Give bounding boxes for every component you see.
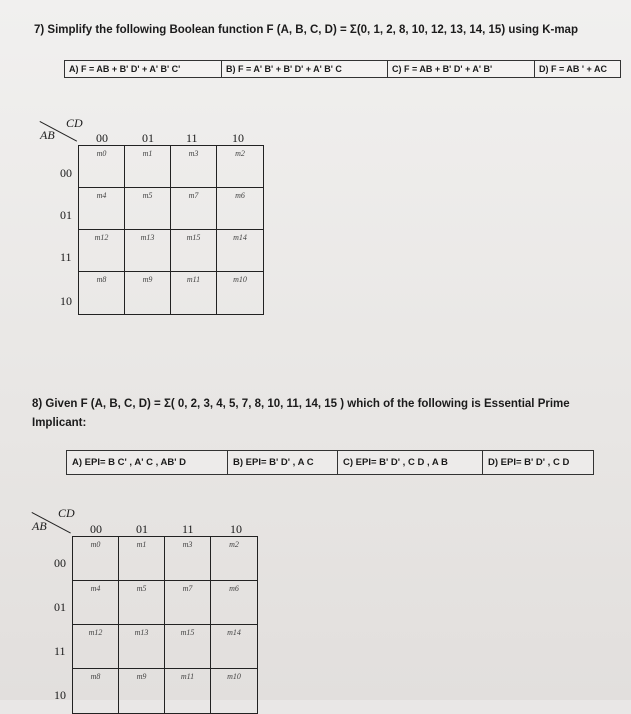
kmap-row-label: 01 [54,600,66,614]
kmap-cell[interactable] [171,146,217,188]
minterm-label: m3 [182,540,193,549]
question-8-title: 8) Given F (A, B, C, D) = Σ( 0, 2, 3, 4, 5, 7, 8, 10, 11, 14, 15 ) which of the following is Essential Prime [32,398,570,410]
kmap-cell[interactable] [165,537,211,581]
kmap-grid [72,536,258,714]
kmap-cell[interactable] [73,669,119,713]
kmap-col-label: 01 [142,131,154,145]
minterm-label: m15 [180,628,195,637]
kmap-row-label: 01 [60,208,72,222]
kmap-cell[interactable] [79,230,125,272]
minterm-label: m0 [96,149,107,158]
question-7-title: 7) Simplify the following Boolean function F (A, B, C, D) = Σ(0, 1, 2, 8, 10, 12, 13, 14, 15) using K-map [34,24,578,36]
kmap-cell[interactable] [211,537,257,581]
q7-option-a[interactable]: A) F = AB + B' D' + A' B' C' [64,60,222,78]
kmap-cell[interactable] [217,272,263,314]
minterm-label: m13 [140,233,155,242]
kmap-cell[interactable] [211,669,257,713]
q8-option-b[interactable]: B) EPI= B' D' , A C [228,450,338,475]
question-7-options [64,60,621,78]
minterm-label: m8 [90,672,101,681]
question-8-options [66,450,594,475]
kmap-cell[interactable] [125,272,171,314]
minterm-label: m6 [235,191,245,200]
kmap-row-label: 11 [54,644,66,658]
q8-option-c[interactable]: C) EPI= B' D' , C D , A B [338,450,483,475]
kmap-cell[interactable] [165,625,211,669]
kmap-row-variable: AB [32,519,47,533]
kmap-cell[interactable] [73,625,119,669]
kmap-col-label: 00 [96,131,108,145]
kmap-row-label: 00 [54,556,66,570]
minterm-label: m7 [182,584,193,593]
q7-option-d[interactable]: D) F = AB ' + AC [535,60,621,78]
kmap-col-label: 10 [232,131,244,145]
minterm-label: m8 [96,275,107,284]
minterm-label: m9 [142,275,153,284]
minterm-label: m0 [90,540,101,549]
kmap-cell[interactable] [119,625,165,669]
minterm-label: m2 [229,540,239,549]
kmap-cell[interactable] [125,230,171,272]
q8-option-a[interactable]: A) EPI= B C' , A' C , AB' D [66,450,228,475]
kmap-row-label: 10 [54,688,66,702]
kmap-cell[interactable] [119,537,165,581]
kmap-row-label: 00 [60,166,72,180]
kmap-col-label: 11 [182,522,194,536]
kmap-cell[interactable] [79,146,125,188]
minterm-label: m3 [188,149,199,158]
kmap-cell[interactable] [79,188,125,230]
minterm-label: m5 [142,191,153,200]
minterm-label: m11 [180,672,195,681]
kmap-cell[interactable] [171,188,217,230]
kmap-cell[interactable] [165,581,211,625]
minterm-label: m15 [186,233,201,242]
kmap-cell[interactable] [217,188,263,230]
kmap-col-variable: CD [66,116,83,130]
minterm-label: m12 [88,628,103,637]
minterm-label: m6 [229,584,239,593]
kmap-cell[interactable] [119,581,165,625]
minterm-label: m13 [134,628,149,637]
minterm-label: m1 [136,540,147,549]
kmap-cell[interactable] [125,188,171,230]
q8-option-d[interactable]: D) EPI= B' D' , C D [483,450,594,475]
kmap-cell[interactable] [217,146,263,188]
minterm-label: m9 [136,672,147,681]
kmap-row-label: 11 [60,250,72,264]
minterm-label: m7 [188,191,199,200]
kmap-col-label: 00 [90,522,102,536]
kmap-cell[interactable] [211,625,257,669]
minterm-label: m14 [233,233,247,242]
minterm-label: m2 [235,149,245,158]
kmap-cell[interactable] [171,230,217,272]
minterm-label: m12 [94,233,109,242]
q7-option-b[interactable]: B) F = A' B' + B' D' + A' B' C [222,60,388,78]
kmap-col-label: 01 [136,522,148,536]
kmap-cell[interactable] [79,272,125,314]
minterm-label: m4 [96,191,107,200]
kmap-cell[interactable] [165,669,211,713]
minterm-label: m5 [136,584,147,593]
minterm-label: m4 [90,584,101,593]
kmap-grid [78,145,264,315]
kmap-cell[interactable] [73,581,119,625]
kmap-col-label: 11 [186,131,198,145]
minterm-label: m11 [186,275,201,284]
minterm-label: m10 [227,672,241,681]
kmap-col-label: 10 [230,522,242,536]
kmap-cell[interactable] [171,272,217,314]
kmap-cell[interactable] [125,146,171,188]
kmap-row-variable: AB [40,128,55,142]
minterm-label: m10 [233,275,247,284]
kmap-cell[interactable] [217,230,263,272]
kmap-cell[interactable] [119,669,165,713]
question-8-title-cont: Implicant: [32,417,87,429]
minterm-label: m1 [142,149,153,158]
kmap-cell[interactable] [73,537,119,581]
q7-option-c[interactable]: C) F = AB + B' D' + A' B' [388,60,535,78]
minterm-label: m14 [227,628,241,637]
kmap-cell[interactable] [211,581,257,625]
kmap-row-label: 10 [60,294,72,308]
kmap-col-variable: CD [58,506,75,520]
